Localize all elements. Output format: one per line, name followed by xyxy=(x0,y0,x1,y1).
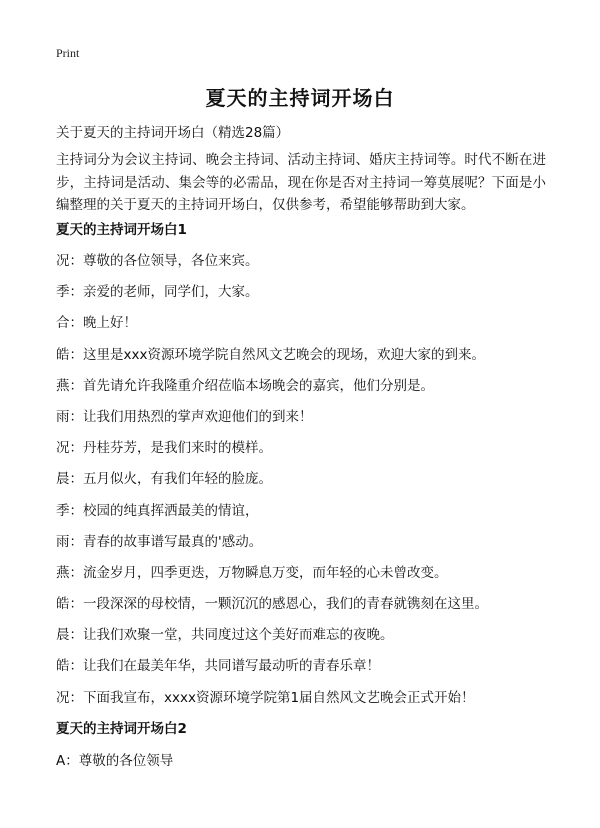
section-heading-1: 夏天的主持词开场白1 xyxy=(56,222,187,238)
script-line: 皓：让我们在最美年华，共同谱写最动听的青春乐章！ xyxy=(56,658,380,675)
print-label: Print xyxy=(56,46,80,60)
page-title: 夏天的主持词开场白 xyxy=(205,86,395,110)
script-line: 雨：青春的故事谱写最真的'感动。 xyxy=(56,533,263,550)
script-line: 雨：让我们用热烈的掌声欢迎他们的到来！ xyxy=(56,408,313,425)
script-line: 况：下面我宣布，xxxx资源环境学院第1届自然风文艺晚会正式开始！ xyxy=(56,689,475,706)
script-line: 况：丹桂芬芳，是我们来时的模样。 xyxy=(56,440,272,457)
page-subtitle: 关于夏天的主持词开场白（精选28篇） xyxy=(56,125,290,141)
script-line: 季：校园的纯真挥洒最美的情谊， xyxy=(56,502,259,519)
script-line: 合：晚上好！ xyxy=(56,315,137,332)
script-line: 皓：一段深深的母校情，一颗沉沉的感恩心，我们的青春就镌刻在这里。 xyxy=(56,596,488,613)
script-line: 晨：让我们欢聚一堂，共同度过这个美好而难忘的夜晚。 xyxy=(56,627,394,644)
script-line: 皓：这里是xxx资源环境学院自然风文艺晚会的现场，欢迎大家的到来。 xyxy=(56,346,485,363)
section-heading-2: 夏天的主持词开场白2 xyxy=(56,721,187,737)
script-line: 燕：流金岁月，四季更迭，万物瞬息万变，而年轻的心未曾改变。 xyxy=(56,564,448,581)
script-line: 季：亲爱的老师，同学们，大家。 xyxy=(56,284,259,301)
script-line: 况：尊敬的各位领导，各位来宾。 xyxy=(56,253,259,269)
section-1-lines xyxy=(56,249,556,717)
script-line: A：尊敬的各位领导 xyxy=(56,753,174,769)
intro-paragraph: 主持词分为会议主持词、晚会主持词、活动主持词、婚庆主持词等。时代不断在进步，主持词是活动、集会等的必需品，现在你是否对主持词一筹莫展呢？下面是小编整理的关于夏天的主持词开场白，仅供参考，希望能够帮助到大家。 xyxy=(56,152,546,213)
script-line: 燕：首先请允许我隆重介绍莅临本场晚会的嘉宾，他们分别是。 xyxy=(56,377,434,394)
script-line: 晨：五月似火，有我们年轻的脸庞。 xyxy=(56,471,272,488)
